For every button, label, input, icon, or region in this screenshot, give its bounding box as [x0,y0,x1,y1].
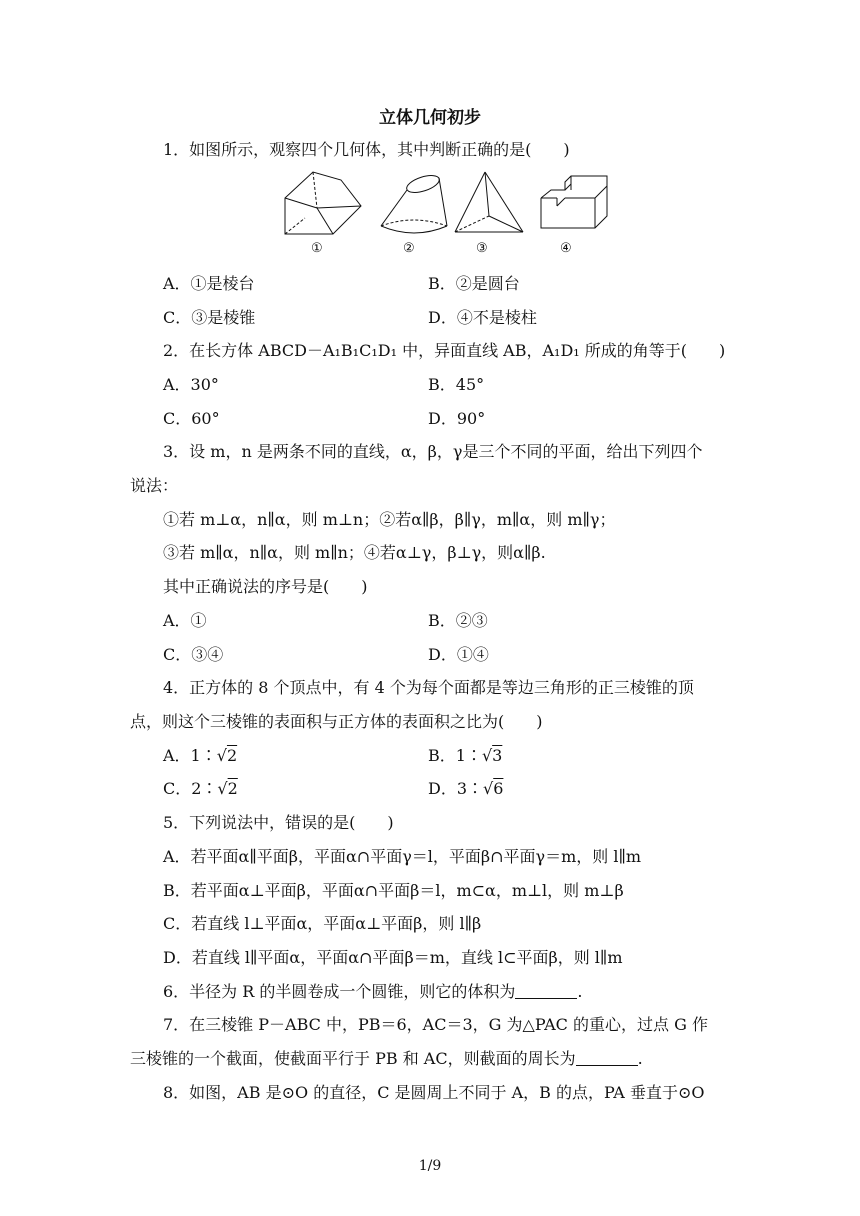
q1-option-b: B．②是圆台 [428,274,520,293]
q1-option-c: C．③是棱锥 [163,308,256,327]
q3-stem-line1: 3．设 m，n 是两条不同的直线，α，β，γ是三个不同的平面，给出下列四个 [163,442,703,461]
q6-stem: 6．半径为 R 的半圆卷成一个圆锥，则它的体积为 . [163,982,583,1001]
q1-option-d: D．④不是棱柱 [428,308,537,327]
q5-option-b: B．若平面α⊥平面β，平面α∩平面β＝l，m⊂α，m⊥l，则 m⊥β [163,881,624,900]
q4-stem-line2: 点，则这个三棱锥的表面积与正方体的表面积之比为( ) [130,712,543,731]
figure-3-solid [455,172,523,232]
q3-option-c: C．③④ [163,645,224,664]
page-number: 1/9 [418,1158,442,1174]
figure-1-solid [285,172,361,234]
q4-option-c: C．2∶√2 [163,779,238,798]
figure-2-solid [381,172,447,233]
figure-label-3: ③ [476,241,488,256]
q1-stem: 1．如图所示，观察四个几何体，其中判断正确的是( ) [163,140,570,159]
q3-statements-1-2: ①若 m⊥α，n∥α，则 m⊥n；②若α∥β，β∥γ，m∥α，则 m∥γ； [163,510,616,529]
q4-option-d: D．3∶√6 [428,779,504,798]
q4-stem-line1: 4．正方体的 8 个顶点中，有 4 个为每个面都是等边三角形的正三棱锥的顶 [163,678,694,697]
q3-ask: 其中正确说法的序号是( ) [163,577,368,596]
q4-option-a: A．1∶√2 [163,746,238,765]
q2-stem: 2．在长方体 ABCD－A₁B₁C₁D₁ 中，异面直线 AB，A₁D₁ 所成的角等于( ) [163,341,726,360]
q3-option-a: A．① [163,611,207,630]
q8-stem: 8．如图，AB 是⊙O 的直径，C 是圆周上不同于 A，B 的点，PA 垂直于⊙O [163,1083,705,1102]
q2-option-a: A．30° [163,375,219,394]
q5-option-c: C．若直线 l⊥平面α，平面α⊥平面β，则 l∥β [163,914,482,933]
figure-label-2: ② [403,241,415,256]
q5-stem: 5．下列说法中，错误的是( ) [163,813,394,832]
q2-option-b: B．45° [428,375,485,394]
page-title: 立体几何初步 [379,108,481,128]
figure-label-4: ④ [560,241,572,256]
q1-option-a: A．①是棱台 [163,274,255,293]
figure-4-solid [541,176,607,228]
q2-option-c: C．60° [163,409,220,428]
q7-stem-line2: 三棱锥的一个截面，使截面平行于 PB 和 AC，则截面的周长为 . [130,1049,643,1068]
q6-answer-blank [515,982,577,999]
q4-option-b: B．1∶√3 [428,746,503,765]
q7-stem-line1: 7．在三棱锥 P－ABC 中，PB＝6，AC＝3，G 为△PAC 的重心，过点 G 作 [163,1015,708,1034]
q3-stem-line2: 说法： [130,476,179,495]
q5-option-d: D．若直线 l∥平面α，平面α∩平面β＝m，直线 l⊂平面β，则 l∥m [163,948,623,967]
figure-label-1: ① [311,241,323,256]
q5-option-a: A．若平面α∥平面β，平面α∩平面γ＝l，平面β∩平面γ＝m，则 l∥m [163,847,642,866]
q7-answer-blank [576,1049,638,1066]
q3-option-d: D．①④ [428,645,489,664]
q3-statements-3-4: ③若 m∥α，n∥α，则 m∥n；④若α⊥γ，β⊥γ，则α∥β. [163,543,546,562]
q3-option-b: B．②③ [428,611,488,630]
q2-option-d: D．90° [428,409,486,428]
